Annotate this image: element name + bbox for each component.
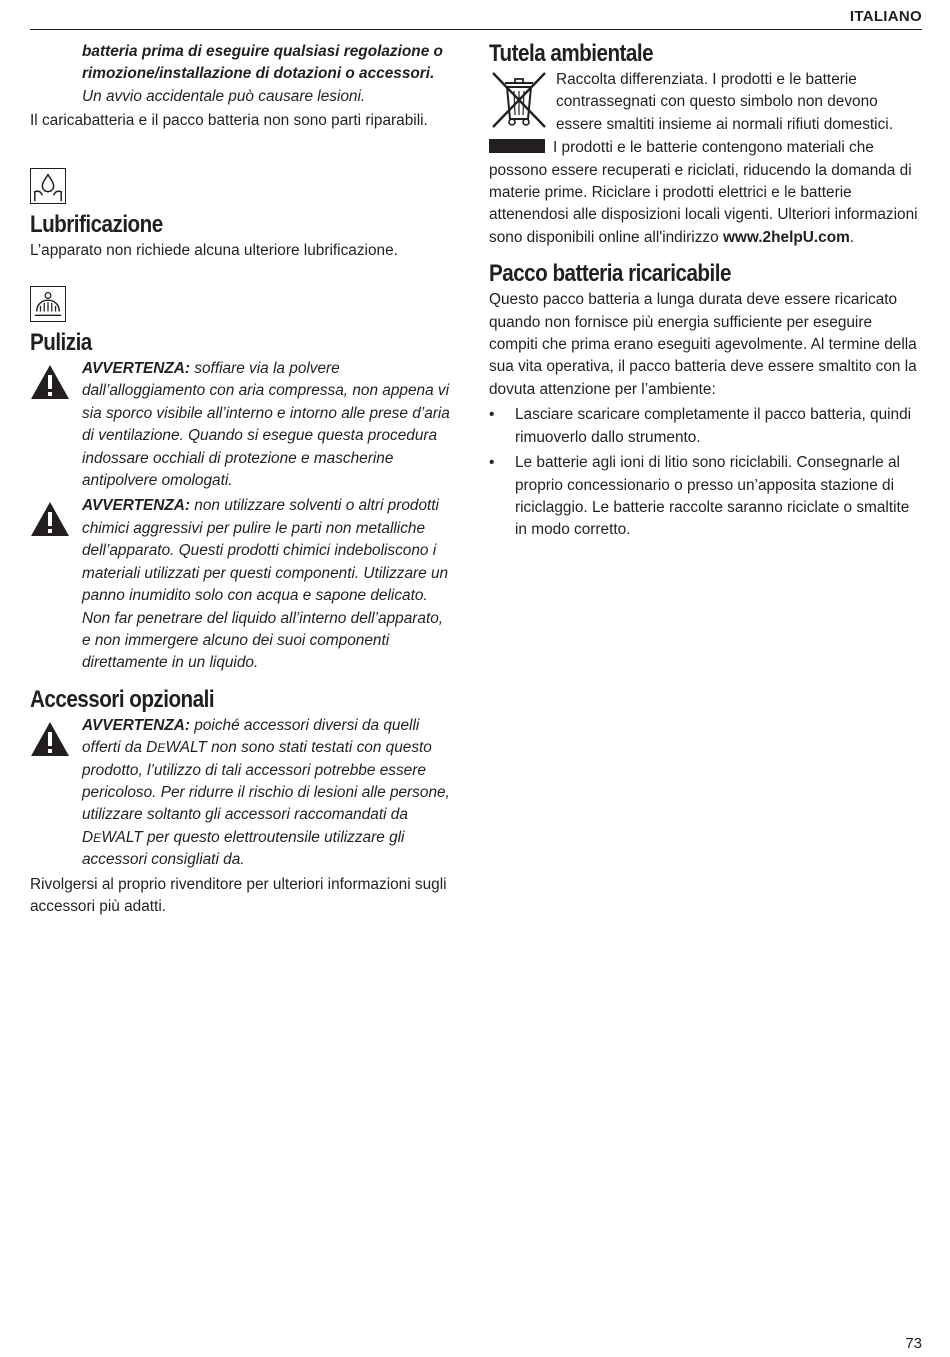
list-item <box>489 452 922 542</box>
list-item-text: Le batterie agli ioni di litio sono riciclabili. Consegnarle al proprio concessionario o presso un’apposita stazione di riciclaggio. Le batterie raccolte saranno riciclate o smaltite in modo corretto. <box>515 454 910 539</box>
left-column <box>30 38 455 918</box>
url-suffix: . <box>849 228 855 246</box>
lubrication-title: Lubrificazione <box>30 210 163 238</box>
bullet-icon: • <box>489 406 495 424</box>
accessories-warning <box>30 715 455 872</box>
cleaning-warning-1 <box>30 358 455 492</box>
separate-collection-text: Raccolta differenziata. I prodotti e le batterie contrassegnati con questo simbolo non devono essere smaltiti insieme ai normali rifiuti domestici. <box>556 71 893 133</box>
warning-label: AVVERTENZA: <box>82 716 191 734</box>
crossed-bin-icon <box>489 69 549 131</box>
warning-triangle-icon <box>30 501 70 537</box>
help-url-link[interactable]: www.2helpU.com <box>722 228 850 246</box>
warning-text-3: per questo elettroutensile utilizzare gli accessori consigliati da. <box>82 828 405 869</box>
bullet-icon: • <box>489 454 495 472</box>
brand-small-cap: E <box>93 830 102 845</box>
warning-text-1: poiché accessori diversi da quelli offerti da D <box>82 716 420 757</box>
warning-label: AVVERTENZA: <box>82 497 191 515</box>
dealer-note: Rivolgersi al proprio rivenditore per ulteriori informazioni sugli accessori più adatti. <box>30 875 447 915</box>
battery-title: Pacco batteria ricaricabile <box>489 260 731 288</box>
brand-rest: WALT <box>101 828 143 846</box>
brand-rest: WALT <box>165 739 207 757</box>
environment-title: Tutela ambientale <box>489 40 654 67</box>
battery-bullets <box>489 404 922 541</box>
warning-text: non utilizzare solventi o altri prodotti chimici aggressivi per pulire le parti non metalliche dell’apparato. Questi prodotti chimici indeboliscono i materiali utilizzati per questi componenti. Utilizzare un panno inumidito solo con acqua e sapone delicato. Non far penetrare del liquido all’interno dell’apparato, e non immergere alcuno dei suoi componenti direttamente in un liquido. <box>82 497 449 672</box>
warning-triangle-icon <box>30 364 70 400</box>
lubrication-text: L’apparato non richiede alcuna ulteriore lubrificazione. <box>30 241 398 259</box>
oil-drop-icon <box>30 168 66 204</box>
recycle-paragraph <box>489 137 922 249</box>
warning-text: soffiare via la polvere dall’alloggiamento con aria compressa, non appena vi sia sporco visibile all’interno e intorno alle prese d’aria di ventilazione. Quando si esegue questa procedura indossare occhiali di protezione e mascherine antipolvere omologati. <box>82 360 450 490</box>
separate-collection <box>489 69 922 136</box>
charger-note: Il caricabatteria e il pacco batteria non sono parti riparabili. <box>30 112 428 130</box>
language-label: ITALIANO <box>849 8 922 25</box>
warning-triangle-icon <box>30 721 70 757</box>
cleaning-warning-2 <box>30 495 455 674</box>
continued-warning <box>30 41 455 108</box>
continued-warning-italic: Un avvio accidentale può causare lesioni. <box>82 87 366 105</box>
accessories-title: Accessori opzionali <box>30 685 215 713</box>
warning-text-2: non sono stati testati con questo prodotto, l’utilizzo di tali accessori potrebbe essere pericoloso. Per ridurre il rischio di lesioni alle persone, utilizzare soltanto gli accessori raccomandati da D <box>82 739 450 846</box>
continued-warning-bold: batteria prima di eseguire qualsiasi regolazione o rimozione/installazione di dotazioni o accessori. <box>82 43 443 83</box>
recycle-text: I prodotti e le batterie contengono materiali che possono essere recuperati e riciclati, riducendo la domanda di materie prime. Riciclare i prodotti elettrici e le batterie attenendosi alle disposizioni locali vigenti. Ulteriori informazioni sono disponibili online all'indirizzo <box>489 139 918 246</box>
brand-small-cap: E <box>157 741 166 756</box>
warning-label: AVVERTENZA: <box>82 360 191 378</box>
header-rule <box>30 29 922 30</box>
black-bar <box>489 139 545 153</box>
list-item-text: Lasciare scaricare completamente il pacco batteria, quindi rimuoverlo dallo strumento. <box>515 406 912 446</box>
page-number: 73 <box>905 1335 922 1352</box>
list-item <box>489 404 922 449</box>
right-column <box>489 38 922 542</box>
cleaning-hand-icon <box>30 286 66 322</box>
battery-intro: Questo pacco batteria a lunga durata deve essere ricaricato quando non fornisce più energia sufficiente per eseguire compiti che prima erano eseguiti agevolmente. Al termine della sua vita operativa, il pacco batteria deve essere smaltito con la dovuta attenzione per l’ambiente: <box>489 291 917 398</box>
cleaning-title: Pulizia <box>30 329 92 357</box>
